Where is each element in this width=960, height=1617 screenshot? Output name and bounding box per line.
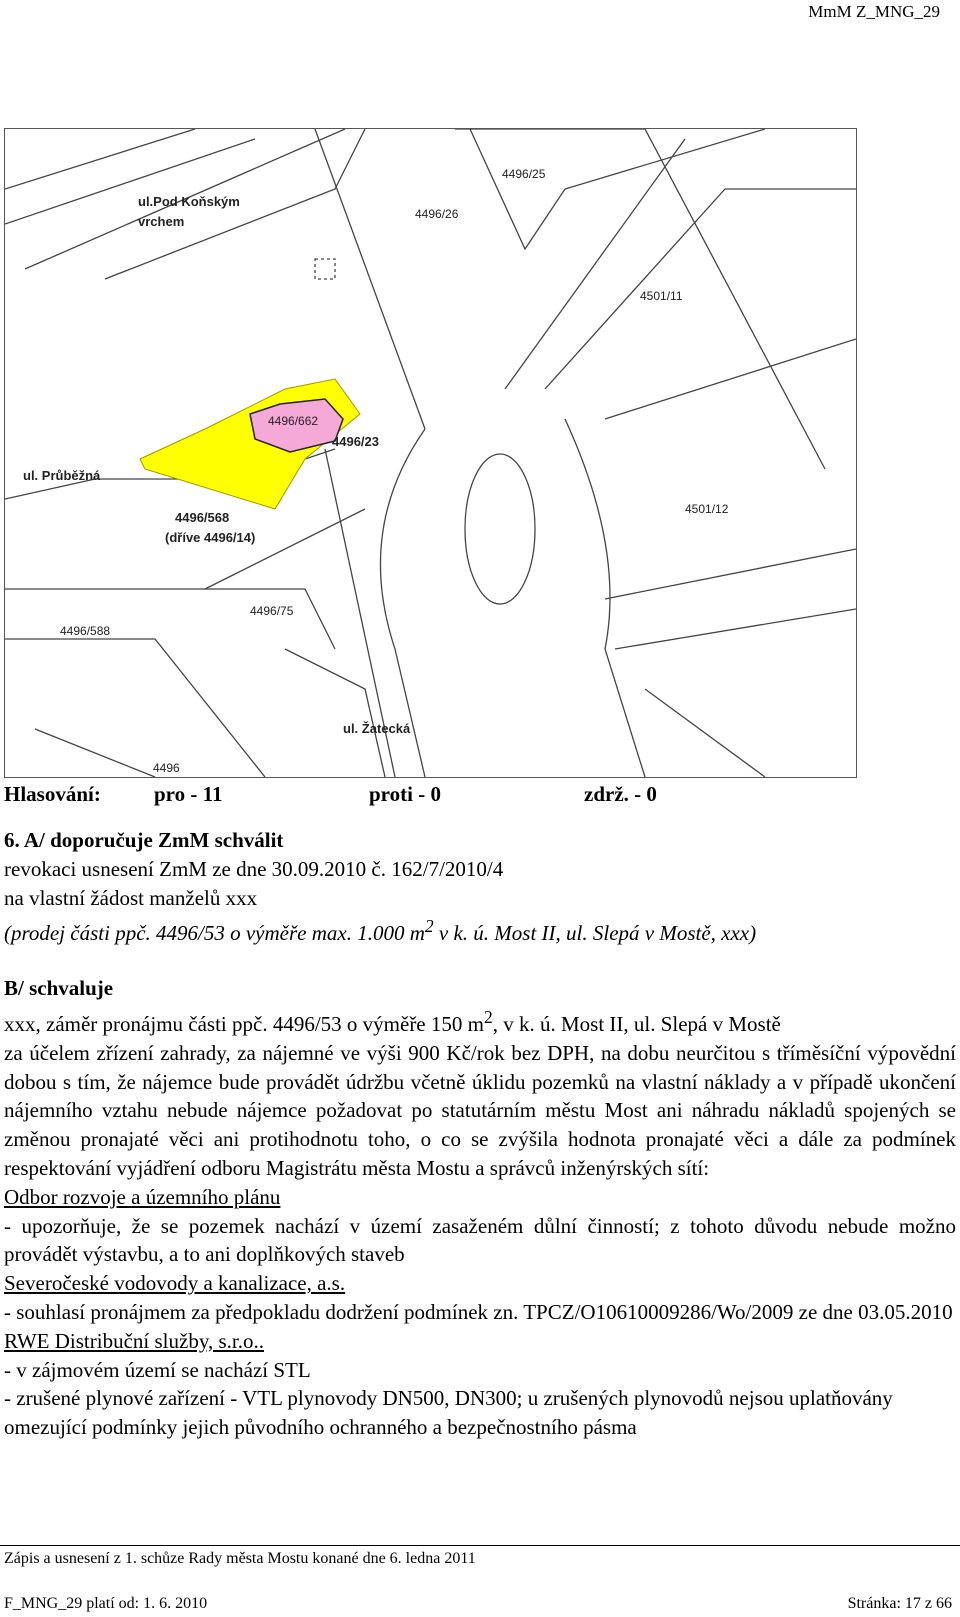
- map-line: [5, 589, 335, 649]
- map-line: [615, 609, 856, 649]
- superscript: 2: [483, 1006, 493, 1027]
- map-label: 4496: [153, 761, 180, 775]
- org-text: - souhlasí pronájmem za předpokladu dodržení podmínek zn. TPCZ/O10610009286/Wo/2009 ze dne 03.05.2010: [4, 1299, 953, 1324]
- org-heading: RWE Distribuční služby, s.r.o..: [4, 1328, 264, 1353]
- map-label: 4501/12: [685, 502, 729, 516]
- map-label: ul. Průběžná: [23, 468, 101, 483]
- section-a-heading: 6. A/ doporučuje ZmM schválit: [4, 828, 284, 852]
- map-label: 4496/662: [268, 414, 319, 428]
- section-b-line: [4, 1003, 956, 1039]
- map-line: [285, 649, 385, 777]
- document-code: MmM Z_MNG_29: [808, 2, 940, 21]
- section-a-line: revokaci usnesení ZmM ze dne 30.09.2010 č. 162/7/2010/4: [4, 856, 504, 881]
- map-line: [470, 129, 765, 249]
- roundabout-island: [465, 454, 535, 604]
- vote-pro: pro - 11: [154, 782, 223, 806]
- text-part: (prodej části ppč. 4496/53 o výměře max. 1.000 m: [4, 921, 425, 946]
- section-b-paragraph: za účelem zřízení zahrady, za nájemné ve výši 900 Kč/rok bez DPH, na dobu neurčitou s tříměsíční výpovědní dobou s tím, že nájemce bude provádět údržbu včetně úklidu pozemků na vlastní náklady a v případě ukončení nájemního vztahu nebude nájemce požadovat po statutárním městu Most ani náhradu nákladů spojených se změnou pronajaté věci ani protihodnotu toho, o co se zvýšila hodnota pronajaté věci a dále za podmínek respektování vyjádření odboru Magistrátu města Mostu a správců inženýrských sítí:: [4, 1040, 956, 1180]
- vote-proti: proti - 0: [369, 782, 441, 806]
- footer-form-code: F_MNG_29 platí od: 1. 6. 2010: [4, 1595, 208, 1612]
- map-label: 4496/588: [60, 624, 111, 638]
- map-label: vrchem: [138, 214, 185, 229]
- text-part: xxx, záměr pronájmu části ppč. 4496/53 o výměře 150 m: [4, 1011, 484, 1036]
- section-a-line: [4, 912, 956, 948]
- vote-label: Hlasování:: [4, 782, 101, 806]
- map-label: 4496/75: [250, 604, 294, 618]
- map-building: [315, 259, 335, 279]
- map-line: [605, 549, 856, 599]
- document-body: [4, 780, 956, 1442]
- footer-title: Zápis a usnesení z 1. schůze Rady města Mostu konané dne 6. ledna 2011: [4, 1550, 476, 1567]
- vote-line: [4, 780, 956, 810]
- map-label: ul. Žatecká: [343, 721, 411, 736]
- org-heading: Odbor rozvoje a územního plánu: [4, 1184, 281, 1209]
- org-text: - v zájmovém území se nachází STL: [4, 1357, 311, 1382]
- section-a-line: na vlastní žádost manželů xxx: [4, 885, 258, 910]
- vote-zdrz: zdrž. - 0: [584, 782, 657, 806]
- superscript: 2: [424, 916, 434, 937]
- map-drawing: [5, 129, 856, 777]
- page-number: Stránka: 17 z 66: [847, 1595, 952, 1612]
- map-line: [5, 639, 265, 777]
- yellow-parcel: [140, 379, 360, 509]
- map-label: 4496/25: [502, 167, 546, 181]
- map-line: [565, 419, 645, 777]
- map-line: [605, 339, 856, 419]
- map-label: ul.Pod Koňským: [138, 194, 240, 209]
- text-part: , v k. ú. Most II, ul. Slepá v Mostě: [492, 1011, 781, 1036]
- map-label: 4501/11: [640, 289, 683, 303]
- map-line: [545, 189, 856, 389]
- section-b-heading: B/ schvaluje: [4, 976, 114, 1001]
- map-line: [645, 689, 765, 777]
- map-label: 4496/568: [175, 510, 230, 525]
- map-label: (dříve 4496/14): [165, 530, 256, 545]
- cadastral-map: [4, 128, 857, 778]
- org-text: - zrušené plynové zařízení - VTL plynovody DN500, DN300; u zrušených plynovodů nejsou uplatňovány omezující podmínky jejich původního ochranného a bezpečnostního pásma: [4, 1386, 893, 1440]
- map-label: 4496/26: [415, 207, 459, 221]
- map-line: [5, 129, 195, 189]
- org-text: - upozorňuje, že se pozemek nachází v území zasaženém důlní činností; z tohoto důvodu nebude možno provádět výstavbu, a to ani doplňkových staveb: [4, 1213, 956, 1267]
- org-heading: Severočeské vodovody a kanalizace, a.s.: [4, 1271, 346, 1296]
- map-line: [5, 139, 255, 224]
- footer-divider: [0, 1545, 960, 1546]
- text-part: v k. ú. Most II, ul. Slepá v Mostě, xxx): [433, 921, 757, 946]
- map-label: 4496/23: [332, 434, 379, 449]
- map-line: [35, 729, 155, 777]
